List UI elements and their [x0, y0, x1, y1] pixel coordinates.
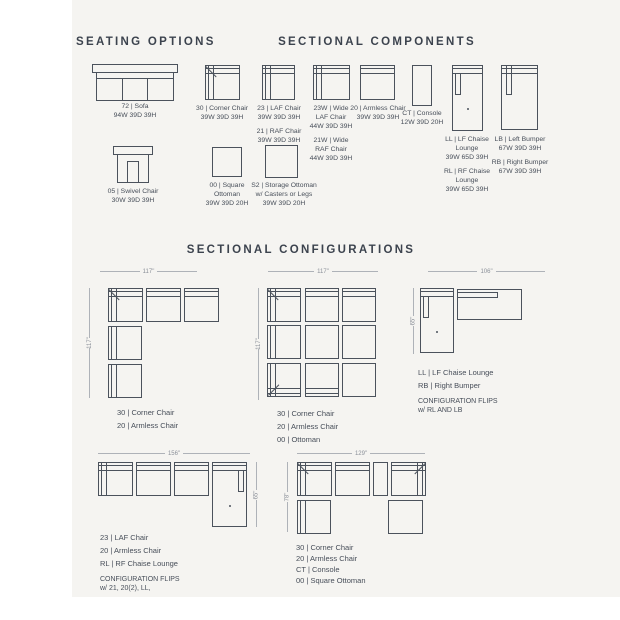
- console-icon: [412, 65, 432, 106]
- config5-width-dimension: 129": [297, 450, 425, 457]
- config5-height-dimension: 78": [284, 462, 291, 532]
- armless-chair-piece: [267, 325, 301, 359]
- sofa-icon: [92, 64, 178, 101]
- config2-width-dimension: 117": [268, 268, 378, 275]
- sectional-components-title: SECTIONAL COMPONENTS: [278, 36, 476, 48]
- chaise-lounge-piece: [212, 462, 247, 527]
- laf-chair-icon: [262, 65, 295, 100]
- armless-chair-piece: [305, 288, 339, 322]
- armless-chair-piece: [305, 363, 339, 397]
- ottoman-piece: [342, 363, 376, 397]
- chaise-lounge-label: LL | LF Chaise Lounge 39W 65D 39H RL | RF Chaise Lounge 39W 65D 39H: [443, 136, 491, 193]
- config1-height-dimension: 117": [86, 288, 93, 398]
- config4-width-dimension: 156": [98, 450, 250, 457]
- config2-height-dimension: 117": [255, 288, 262, 400]
- sofa-label: 72 | Sofa 94W 39D 39H: [113, 103, 157, 119]
- corner-chair-piece: [391, 462, 426, 496]
- storage-ottoman-label: S2 | Storage Ottoman w/ Casters or Legs 39W 39D 20H: [251, 182, 317, 207]
- ottoman-piece: [342, 325, 376, 359]
- bumper-icon: [501, 65, 538, 130]
- corner-chair-piece: [108, 288, 143, 322]
- config3-legend: LL | LF Chaise Lounge RB | Right Bumper CONFIGURATION FLIPS w/ RL AND LB: [418, 368, 498, 414]
- square-ottoman-icon: [212, 147, 242, 177]
- console-label: CT | Console 12W 39D 20H: [400, 110, 444, 126]
- ottoman-piece: [305, 325, 339, 359]
- armless-chair-piece: [184, 288, 219, 322]
- config4-height-dimension: 65": [253, 462, 260, 527]
- wide-laf-chair-icon: [313, 65, 350, 100]
- armless-chair-piece: [297, 500, 331, 534]
- config1-width-dimension: 117": [100, 268, 197, 275]
- chaise-lounge-piece: [420, 288, 454, 353]
- armless-chair-icon: [360, 65, 395, 100]
- config3-width-dimension: 106": [428, 268, 545, 275]
- config2-legend: 30 | Corner Chair 20 | Armless Chair 00 | Ottoman: [277, 409, 339, 444]
- corner-chair-piece: [267, 363, 301, 397]
- armless-chair-piece: [146, 288, 181, 322]
- config3-height-dimension: 65": [410, 288, 417, 354]
- config4-legend: 23 | LAF Chair 20 | Armless Chair RL | RF Chaise Lounge CONFIGURATION FLIPS w/ 21, 20(2), LL,: [100, 533, 180, 592]
- bumper-piece: [457, 289, 522, 320]
- armless-chair-piece: [108, 364, 142, 398]
- corner-chair-icon: [205, 65, 240, 100]
- armless-chair-piece: [342, 288, 376, 322]
- config1-legend: 30 | Corner Chair 20 | Armless Chair: [117, 408, 179, 430]
- swivel-chair-icon: [113, 146, 153, 183]
- swivel-chair-label: 05 | Swivel Chair 30W 39D 39H: [107, 188, 159, 204]
- armless-chair-piece: [174, 462, 209, 496]
- laf-chair-piece: [98, 462, 133, 496]
- square-ottoman-label: 00 | Square Ottoman 39W 39D 20H: [205, 182, 249, 207]
- bumper-label: LB | Left Bumper 67W 39D 39H RB | Right Bumper 67W 39D 39H: [491, 136, 549, 175]
- laf-raf-chair-label: 23 | LAF Chair 39W 39D 39H 21 | RAF Chair 39W 39D 39H: [256, 105, 302, 144]
- corner-chair-label: 30 | Corner Chair 39W 39D 39H: [195, 105, 249, 121]
- seating-options-title: SEATING OPTIONS: [76, 36, 216, 48]
- armless-chair-piece: [335, 462, 370, 496]
- square-ottoman-piece: [388, 500, 423, 534]
- wide-laf-raf-chair-label: 23W | Wide LAF Chair 44W 39D 39H 21W | Wide RAF Chair 44W 39D 39H: [309, 105, 353, 162]
- sectional-configurations-title: SECTIONAL CONFIGURATIONS: [186, 244, 416, 256]
- armless-chair-label: 20 | Armless Chair 39W 39D 39H: [350, 105, 406, 121]
- corner-chair-piece: [297, 462, 332, 496]
- armless-chair-piece: [108, 326, 142, 360]
- corner-chair-piece: [267, 288, 301, 322]
- console-piece: [373, 462, 388, 496]
- storage-ottoman-icon: [265, 145, 298, 178]
- config5-legend: 30 | Corner Chair 20 | Armless Chair CT | Console 00 | Square Ottoman: [296, 543, 366, 585]
- armless-chair-piece: [136, 462, 171, 496]
- chaise-lounge-icon: [452, 65, 483, 131]
